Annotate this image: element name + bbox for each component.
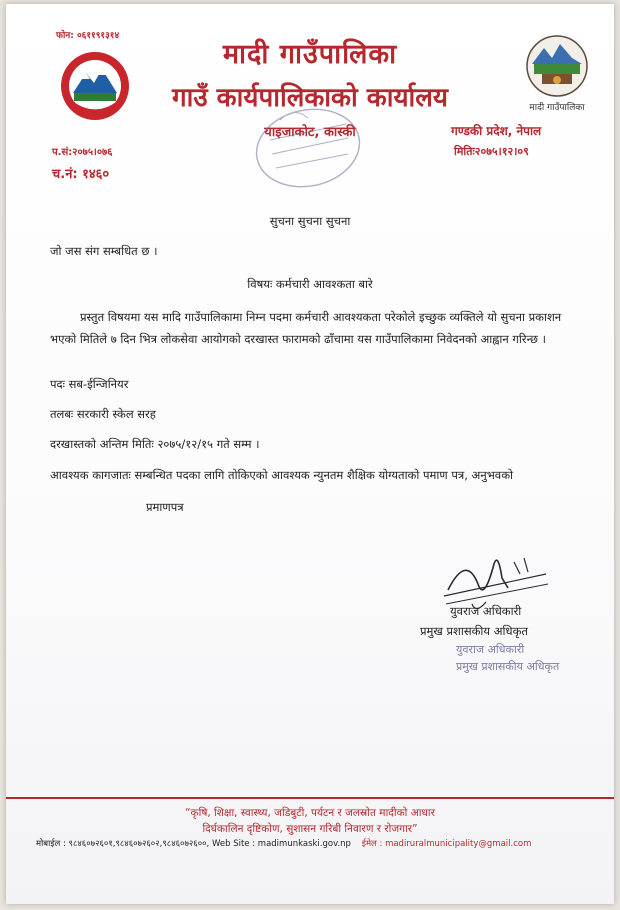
deadline-line: दरखास्तको अन्तिम मितिः २०७५/१२/१५ गते सम्म ।: [50, 437, 260, 451]
web-label: Web Site :: [211, 839, 256, 849]
footer-divider: [6, 797, 614, 799]
subject-line: विषयः कर्मचारी आवश्कता बारे: [247, 277, 373, 291]
footer-contact: [36, 838, 531, 849]
motto-line-1: “कृषि, शिक्षा, स्वास्थ्य, जडिबुटी, पर्यटन र जलस्रोत मादीको आधार: [185, 807, 435, 819]
signatory-title: प्रमुख प्रशासकीय अधिकृत: [420, 624, 528, 638]
motto-line-2: दिर्घकालिन दृष्टिकोण, सुशासन गरिबी निवारण र रोजगार”: [202, 823, 418, 835]
footer-motto: [6, 805, 614, 837]
phone-numbers: ९८४६०७२६०१,९८४६०७२६०२,९८४६०७२६००,: [68, 839, 210, 849]
letter-page: [6, 4, 614, 904]
post-line: पदः सब-ईन्जिनियर: [50, 377, 129, 391]
website-link[interactable]: madimunkaski.gov.np: [257, 839, 351, 849]
office-stamp-icon: [250, 100, 370, 200]
office-address: याइजाकोट, कास्की: [264, 125, 356, 140]
signatory-name: युवराज अधिकारी: [450, 604, 522, 618]
province: गण्डकी प्रदेश, नेपाल: [451, 124, 542, 138]
dispatch-number: च.नं: १४६०: [52, 167, 110, 182]
salary-line: तलबः सरकारी स्केल सरह: [50, 407, 156, 421]
stamp-name: युवराज अधिकारी: [456, 643, 525, 656]
logo-caption: मादी गाउँपालिका: [529, 103, 585, 113]
stamp-title: प्रमुख प्रशासकीय अधिकृत: [456, 660, 560, 673]
municipality-logo-icon: [522, 34, 592, 98]
municipality-title: मादी गाउँपालिका: [222, 39, 398, 70]
letter-date: मितिः२०७५।१२।०९: [454, 145, 529, 158]
reference-number: फोन: ०६११९१३१४: [56, 31, 120, 41]
notice-heading: सुचना सुचना सुचना: [269, 214, 351, 228]
notice-paragraph: प्रस्तुत विषयमा यस मादि गाउँपालिकामा निम्न पदमा कर्मचारी आवश्यकता परेकोले इच्छुक व्यक्तिले यो सुचना प्रकाशन भएको मितिले ७ दिन भित्र लोकसेवा आयोगको दरखास्त फारामको ढाँचामा यस गाउँपालिकामा निवेदनको आह्वान गरिन्छ ।: [50, 310, 562, 346]
email-link[interactable]: madiruralmunicipality@gmail.com: [385, 839, 532, 849]
addressee: जो जस संग सम्बधित छ ।: [50, 244, 158, 258]
phone-label: मोबाईल :: [36, 839, 66, 849]
letter-reference: प.सं:२०७५।०७६: [52, 147, 113, 158]
signatory-stamp: [456, 641, 559, 675]
office-title: गाउँ कार्यपालिकाको कार्यालय: [172, 83, 448, 113]
email-label: ईमेल :: [361, 839, 383, 849]
documents-line: आवश्यक कागजातः सम्बन्धित पदका लागि तोकिएको आवश्यक न्युनतम शैक्षिक योग्यताको पमाण पत्र, अनुभवको: [50, 468, 514, 482]
documents-continued: प्रमाणपत्र: [146, 500, 184, 514]
